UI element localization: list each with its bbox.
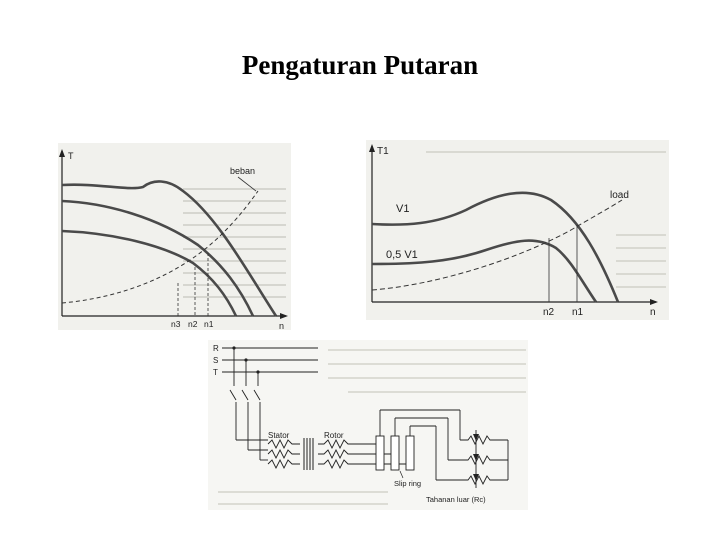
rotor-label: Rotor [324, 431, 344, 440]
phase-label-s: S [213, 356, 219, 365]
y-axis-label: T1 [377, 146, 389, 157]
load-label: load [610, 190, 629, 201]
slip-rings [376, 436, 414, 470]
load-label: beban [230, 166, 256, 176]
slip-ring-label: Slip ring [394, 479, 422, 488]
wound-rotor-circuit-diagram [208, 340, 528, 510]
curve-label-v1: V1 [396, 203, 410, 215]
slide-title: Pengaturan Putaran [241, 50, 479, 80]
curve-label-half-v1: 0,5 V1 [386, 249, 418, 261]
torque-speed-diagram-resistance [58, 143, 291, 330]
x-axis-label: n [650, 307, 656, 318]
external-resistor-label: Tahanan luar (Rc) [426, 495, 486, 504]
stator-label: Stator [268, 431, 290, 440]
speed-label-n1: n1 [204, 319, 214, 329]
phase-label-r: R [213, 344, 219, 353]
figure-background [366, 140, 669, 320]
speed-label-n1: n1 [572, 307, 584, 318]
figure-background [208, 340, 528, 510]
speed-label-n2: n2 [543, 307, 555, 318]
speed-label-n3: n3 [171, 319, 181, 329]
x-axis-label: n [279, 321, 285, 330]
y-axis-label: T [68, 151, 74, 161]
phase-label-t: T [213, 368, 218, 377]
torque-speed-diagram-voltage [366, 140, 669, 320]
speed-label-n2: n2 [188, 319, 198, 329]
